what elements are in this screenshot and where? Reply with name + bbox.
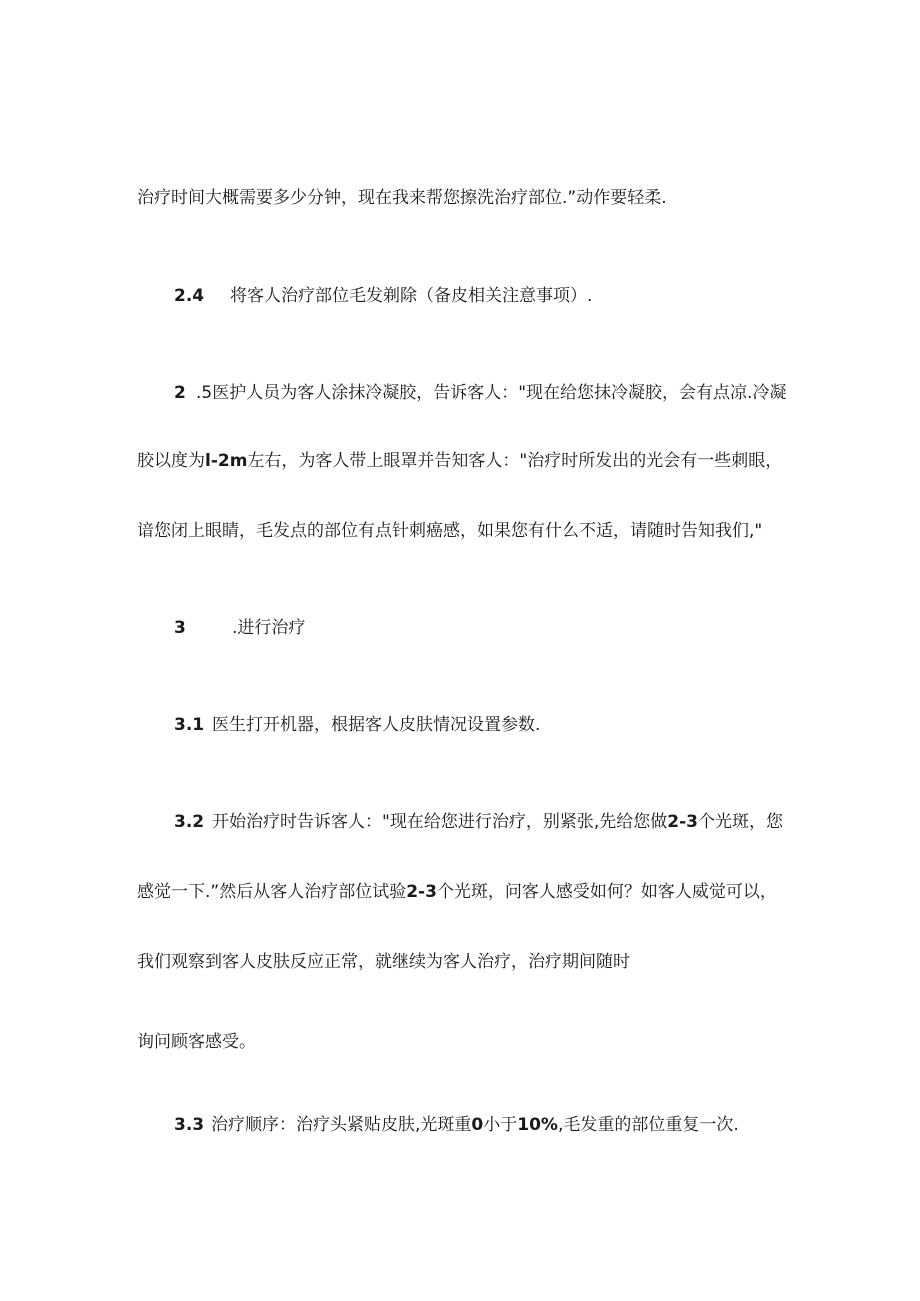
section-3-3 — [174, 1113, 739, 1137]
paragraph-line-1 — [137, 186, 667, 210]
line-9-text-a: 感觉一下.”然后从客人治疗部位试验 — [137, 882, 407, 902]
section-3 — [174, 616, 305, 640]
section-2-5-text: .5医护人员为客人涂抹冷凝胶，告诉客人："现在给您抹冷凝胶，会有点凉.冷凝 — [196, 383, 787, 403]
paragraph-line-4 — [137, 449, 782, 473]
section-3-1-text: 医生打开机器，根据客人皮肤情况设置参数. — [212, 715, 541, 735]
section-2-5 — [174, 381, 786, 405]
section-3-2 — [174, 810, 783, 834]
line-10-text: 我们观察到客人皮肤反应正常，就继续为客人治疗，治疗期间随时 — [137, 952, 630, 972]
paragraph-line-10 — [137, 950, 630, 974]
line-4-bold-range: l-2m — [205, 451, 248, 471]
section-3-title: .进行治疗 — [232, 618, 306, 638]
line-1-text: 治疗时间大概需要多少分钟，现在我来帮您擦洗治疗部位.”动作要轻柔. — [137, 188, 667, 208]
section-number-3-1: 3.1 — [174, 715, 205, 735]
section-3-2-text-a: 开始治疗时告诉客人："现在给您进行治疗，别紧张,先给您做 — [212, 812, 668, 832]
paragraph-line-11 — [137, 1030, 256, 1054]
section-number-3-3: 3.3 — [174, 1115, 205, 1135]
line-9-text-b: 个光斑，问客人感受如何？如客人威觉可以， — [436, 882, 777, 902]
section-number-3: 3 — [174, 618, 186, 638]
line-11-text: 询问顾客感受。 — [137, 1032, 256, 1052]
section-2-4-text: 将客人治疗部位毛发剃除（备皮相关注意事项）. — [230, 286, 593, 306]
paragraph-line-5 — [137, 519, 762, 543]
section-3-3-text-a: 治疗顺序：治疗头紧贴皮肤,光斑重 — [211, 1115, 472, 1135]
line-4-text-b: 左右，为客人带上眼罩并告知客人："治疗时所发出的光会有一些刺眼， — [247, 451, 783, 471]
section-3-2-bold-range: 2-3 — [667, 812, 698, 832]
line-5-text: 谙您闭上眼睛，毛发点的部位有点针刺癌感，如果您有什么不适，请随时告知我们," — [137, 521, 763, 541]
section-number-2-5: 2 — [174, 383, 186, 403]
section-number-3-2: 3.2 — [174, 812, 205, 832]
section-2-4 — [174, 284, 592, 308]
section-3-3-bold-percent: 10% — [517, 1115, 558, 1135]
section-3-1 — [174, 713, 540, 737]
section-number-2-4: 2.4 — [174, 286, 205, 306]
section-3-3-text-b: 小于 — [483, 1115, 518, 1135]
section-3-3-bold-zero: 0 — [471, 1115, 484, 1135]
line-4-text-a: 胶以度为 — [137, 451, 205, 471]
section-3-2-text-b: 个光斑，您 — [697, 812, 783, 832]
line-9-bold-range: 2-3 — [406, 882, 437, 902]
paragraph-line-9 — [137, 880, 777, 904]
section-3-3-text-c: ,毛发重的部位重复一次. — [557, 1115, 739, 1135]
